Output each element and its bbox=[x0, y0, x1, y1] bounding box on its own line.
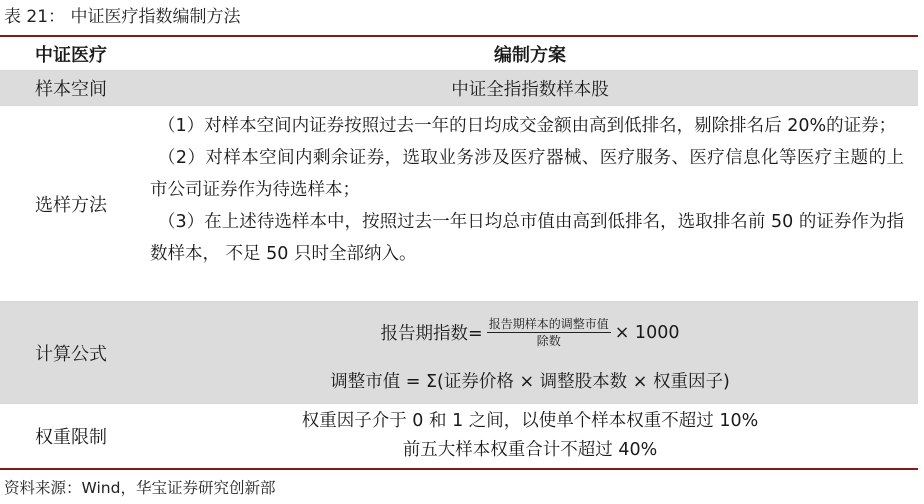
header-left: 中证医疗 bbox=[35, 44, 107, 66]
fraction-denominator: 除数 bbox=[536, 334, 561, 348]
sample-space-label: 样本空间 bbox=[35, 79, 107, 100]
row-weight-limit bbox=[0, 404, 918, 470]
fraction-numerator: 报告期样本的调整市值 bbox=[488, 317, 609, 331]
adjusted-cap-formula: 调整市值 = Σ(证券价格 × 调整股本数 × 权重因子) bbox=[330, 372, 730, 392]
index-formula bbox=[142, 316, 918, 349]
formula-multiplier: × 1000 bbox=[614, 322, 680, 343]
weight-limit-line-2: 前五大样本权重合计不超过 40% bbox=[402, 440, 658, 460]
row-sample-space bbox=[0, 71, 918, 106]
row-selection-method bbox=[0, 106, 918, 302]
weight-limit-label: 权重限制 bbox=[35, 427, 107, 448]
row-calculation-formula bbox=[0, 302, 918, 404]
selection-method-content bbox=[142, 106, 918, 301]
calculation-label: 计算公式 bbox=[35, 343, 107, 365]
formula-fraction bbox=[487, 316, 611, 349]
source-note: 资料来源：Wind，华宝证券研究创新部 bbox=[4, 479, 276, 497]
header-right: 编制方案 bbox=[494, 44, 566, 66]
sample-space-value: 中证全指指数样本股 bbox=[451, 79, 609, 100]
selection-step-3: （3）在上述待选样本中，按照过去一年日均总市值由高到低排名，选取排名前 50 的证券作为指数样本， 不足 50 只时全部纳入。 bbox=[150, 212, 904, 264]
selection-step-2: （2）对样本空间内剩余证券，选取业务涉及医疗器械、医疗服务、医疗信息化等医疗主题的上市公司证券作为待选样本； bbox=[150, 148, 904, 200]
formula-lhs: 报告期指数= bbox=[380, 324, 483, 344]
table-caption: 表 21： 中证医疗指数编制方法 bbox=[4, 7, 241, 27]
selection-step-1: （1）对样本空间内证券按照过去一年的日均成交金额由高到低排名，剔除排名后 20%的证券； bbox=[158, 116, 897, 136]
weight-limit-line-1: 权重因子介于 0 和 1 之间，以使单个样本权重不超过 10% bbox=[301, 411, 759, 431]
methodology-table bbox=[0, 35, 918, 470]
selection-method-label: 选样方法 bbox=[35, 194, 107, 216]
table-header-row bbox=[0, 37, 918, 71]
calculation-content bbox=[142, 302, 918, 403]
weight-limit-content bbox=[142, 404, 918, 468]
